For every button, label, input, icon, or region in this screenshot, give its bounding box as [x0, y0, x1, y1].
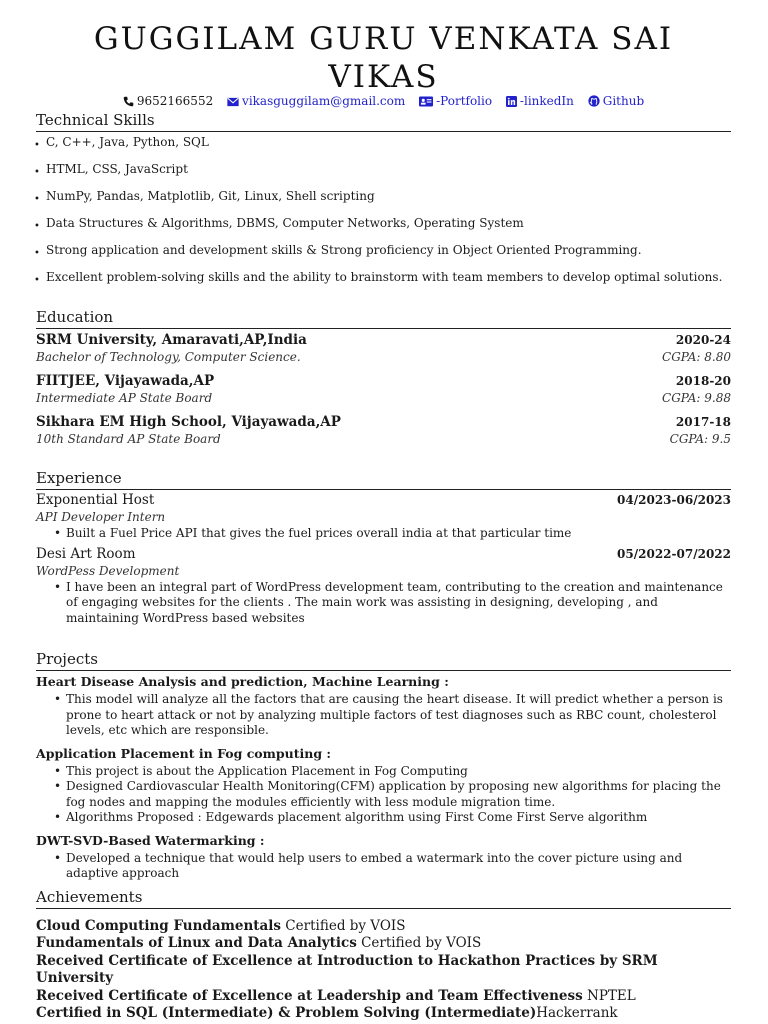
achievement-item — [36, 918, 731, 936]
project-bullets — [36, 764, 731, 826]
phone-number: 9652166552 — [136, 94, 214, 108]
project-name: DWT-SVD-Based Watermarking : — [36, 832, 265, 848]
achievement-item — [36, 953, 731, 988]
skill-item: • Excellent problem-solving skills and the ability to brainstorm with team members to develop optimal solutions. — [36, 270, 731, 285]
job-role: WordPess Development — [36, 563, 180, 578]
email-link[interactable] — [227, 94, 409, 108]
experience-bullets — [36, 580, 731, 627]
project-entry — [36, 833, 731, 882]
list-item: • Algorithms Proposed : Edgewards placement algorithm using First Come First Serve algorithm — [66, 810, 731, 826]
achievement-item — [36, 988, 731, 1006]
education-entry — [36, 332, 731, 365]
github-text: Github — [602, 94, 645, 108]
phone-icon — [123, 96, 134, 107]
achievement-item — [36, 1005, 731, 1023]
experience-dates: 04/2023-06/2023 — [617, 493, 731, 507]
skill-item: • Data Structures & Algorithms, DBMS, Computer Networks, Operating System — [36, 216, 731, 231]
achievement-issuer: NPTEL — [582, 987, 636, 1004]
github-link[interactable] — [588, 94, 644, 108]
education-years: 2018-20 — [675, 374, 731, 388]
candidate-name: GUGGILAM GURU VENKATA SAI VIKAS — [93, 21, 674, 95]
experience-bullets — [36, 526, 731, 542]
school-name: FIITJEE, Vijayawada,AP — [36, 373, 215, 389]
list-item: • This project is about the Application Placement in Fog Computing — [66, 764, 731, 780]
school-name: SRM University, Amaravati,AP,India — [36, 332, 307, 348]
school-name: Sikhara EM High School, Vijayawada,AP — [36, 414, 341, 430]
grade: CGPA: 8.80 — [662, 350, 731, 364]
grade: CGPA: 9.88 — [662, 391, 731, 405]
skill-item: • C, C++, Java, Python, SQL — [36, 135, 731, 150]
linkedin-text: -linkedIn — [519, 94, 574, 108]
skill-item: • HTML, CSS, JavaScript — [36, 162, 731, 177]
envelope-icon — [227, 97, 239, 107]
project-entry — [36, 746, 731, 826]
id-card-icon — [419, 96, 433, 107]
education-years: 2020-24 — [675, 333, 731, 347]
skill-item: • Strong application and development skills & Strong proficiency in Object Oriented Programming. — [36, 243, 731, 258]
skill-item: • NumPy, Pandas, Matplotlib, Git, Linux, Shell scripting — [36, 189, 731, 204]
project-entry — [36, 674, 731, 739]
list-item: • This model will analyze all the factors that are causing the heart disease. It will predict whether a person is prone to heart attack or not by analyzing multiple factors of test diagnoses such as RBC count, cholesterol levels, etc which are responsible. — [66, 692, 731, 739]
degree: 10th Standard AP State Board — [36, 432, 221, 446]
phone-contact[interactable] — [123, 94, 217, 108]
project-bullets — [36, 851, 731, 882]
degree: Bachelor of Technology, Computer Science. — [36, 350, 301, 364]
achievement-name: Certified in SQL (Intermediate) & Problem Solving (Intermediate) — [36, 1005, 537, 1021]
project-name: Heart Disease Analysis and prediction, Machine Learning : — [36, 674, 449, 689]
portfolio-link[interactable] — [419, 94, 496, 108]
linkedin-link[interactable] — [506, 94, 578, 108]
experience-section — [36, 469, 731, 626]
list-item: • I have been an integral part of WordPress development team, contributing to the creation and maintenance of engaging websites for the clients . The main work was assisting in designing, developing , and maintaining WordPress based websites — [66, 580, 731, 627]
experience-dates: 05/2022-07/2022 — [617, 546, 731, 561]
experience-entry — [36, 492, 731, 542]
list-item: • Built a Fuel Price API that gives the fuel prices overall india at that particular time — [66, 526, 731, 542]
contact-bar — [36, 93, 731, 109]
projects-title: Projects — [36, 650, 731, 671]
linkedin-icon — [506, 96, 517, 107]
achievement-issuer: Certified by VOIS — [281, 917, 406, 934]
grade: CGPA: 9.5 — [669, 432, 731, 446]
project-bullets — [36, 692, 731, 739]
achievement-issuer: Hackerrank — [536, 1005, 618, 1021]
skills-section — [36, 111, 731, 285]
achievement-name: Fundamentals of Linux and Data Analytics — [36, 935, 357, 951]
list-item: • Designed Cardiovascular Health Monitoring(CFM) application by proposing new algorithms for placing the fog nodes and mapping the modules efficiently with less module migration time. — [66, 779, 731, 810]
company-name: Desi Art Room — [36, 545, 136, 562]
github-icon — [588, 95, 600, 107]
experience-title: Experience — [36, 469, 731, 490]
experience-entry — [36, 546, 731, 627]
job-role: API Developer Intern — [36, 510, 166, 524]
list-item: • Developed a technique that would help users to embed a watermark into the cover picture using and adaptive approach — [66, 851, 731, 882]
achievements-list — [36, 918, 731, 1023]
education-entry — [36, 414, 731, 447]
portfolio-text: -Portfolio — [436, 94, 493, 108]
achievement-name: Cloud Computing Fundamentals — [36, 917, 282, 934]
degree: Intermediate AP State Board — [36, 391, 213, 405]
achievement-name: Received Certificate of Excellence at Introduction to Hackathon Practices by SRM University — [36, 952, 658, 986]
achievements-title: Achievements — [36, 888, 731, 909]
email-text: vikasguggilam@gmail.com — [242, 94, 406, 108]
education-section — [36, 308, 731, 447]
resume-page — [36, 0, 731, 1023]
projects-section — [36, 650, 731, 882]
education-entry — [36, 373, 731, 406]
education-title: Education — [36, 308, 731, 329]
education-years: 2017-18 — [675, 415, 731, 429]
skills-title: Technical Skills — [36, 111, 731, 132]
achievement-issuer: Certified by VOIS — [356, 935, 482, 951]
company-name: Exponential Host — [36, 492, 155, 508]
achievement-item — [36, 935, 731, 953]
project-name: Application Placement in Fog computing : — [36, 745, 332, 761]
achievement-name: Received Certificate of Excellence at Leadership and Team Effectiveness — [36, 987, 583, 1004]
skills-list — [36, 135, 731, 285]
achievements-section — [36, 888, 731, 1023]
